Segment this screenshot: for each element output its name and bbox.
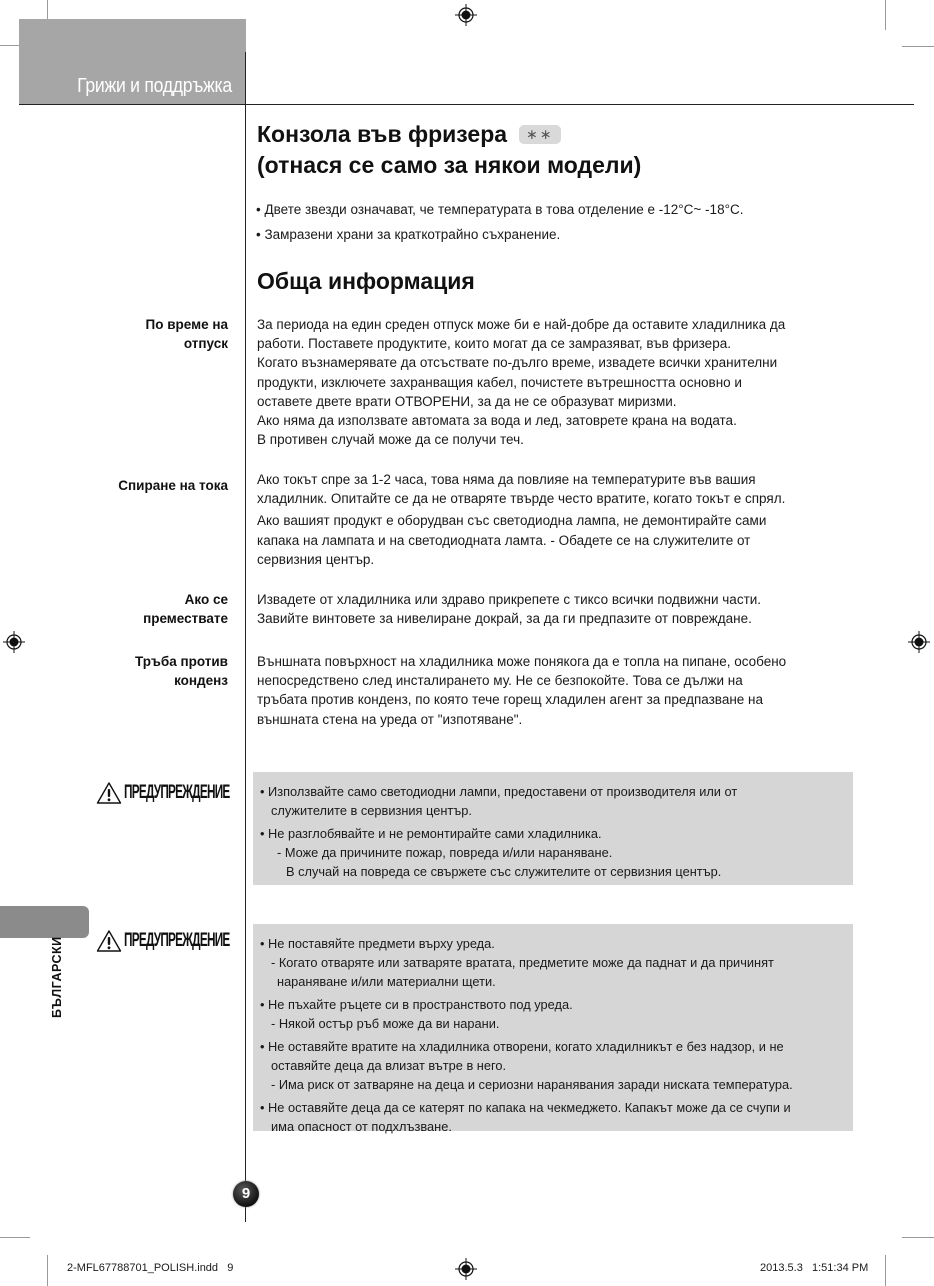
warning-triangle-icon xyxy=(96,781,122,805)
registration-mark-icon xyxy=(455,1258,477,1280)
general-info-title: Обща информация xyxy=(257,268,475,294)
page-number-badge: 9 xyxy=(233,1181,259,1207)
two-star-badge: ∗∗ xyxy=(519,125,560,144)
header-divider xyxy=(19,104,914,105)
label-anti-condensation: Тръба против конденз xyxy=(135,654,228,688)
warning-box: • Използвайте само светодиодни лампи, предоставени от производителя или от служителите в сервизния център. • Не разглобявайте и не ремонтирайте сами хладилника. - Може да причините пожар, повреда и/или нараняване. В случай на повреда се свържете със служителите от сервизния център. xyxy=(253,772,853,885)
warning-label: ПРЕДУПРЕЖДЕНИЕ xyxy=(96,928,294,954)
section-title: Грижи и поддръжка xyxy=(77,75,232,97)
freezer-console-title: Конзола във фризера ∗∗ xyxy=(257,121,561,148)
crop-mark xyxy=(902,1237,934,1238)
label-vacation: По време на отпуск xyxy=(145,317,228,351)
freezer-bullet: • Замразени храни за краткотрайно съхранение. xyxy=(256,227,561,242)
registration-mark-icon xyxy=(908,631,930,653)
registration-mark-icon xyxy=(3,631,25,653)
vacation-paragraph: За периода на един среден отпуск може би е най-добре да оставите хладилника да работи. Поставете продуктите, които могат да се замразяват, във фризера. Когато възнамерявате да отсъствате по-дълго време, извадете всички хранителни продукти, изключете захранващия кабел, почистете вътрешността основно и оставете двете врати ОТВОРЕНИ, за да не се образуват миризми. Ако няма да използвате автомата за вода и лед, затоврете крана на водата. В противен случай може да се получи теч. xyxy=(257,317,786,448)
footer-file-name: 2-MFL67788701_POLISH.indd 9 xyxy=(67,1262,234,1274)
crop-mark xyxy=(885,0,886,30)
power-outage-paragraph: Ако токът спре за 1-2 часа, това няма да повлияе на температурите във вашия хладилник. Опитайте се да не отваряте твърде често вратите, когато токът е спрял. Ако вашият продукт е оборудван със светодиодна лампа, не демонтирайте сами капака на лампата и на светодиодната ламта. - Обадете се на служителите от сервизния център. xyxy=(257,472,786,567)
registration-mark-icon xyxy=(455,4,477,26)
footer-timestamp: 2013.5.3 1:51:34 PM xyxy=(760,1262,869,1274)
crop-mark xyxy=(47,1255,48,1286)
moving-paragraph: Извадете от хладилника или здраво прикрепете с тиксо всички подвижни части. Завийте винтовете за нивелиране докрай, за да ги предпазите от повреждане. xyxy=(257,592,762,627)
warning-label: ПРЕДУПРЕЖДЕНИЕ xyxy=(96,780,294,806)
label-moving: Ако се премествате xyxy=(143,592,228,626)
crop-mark xyxy=(902,46,934,47)
freezer-console-subtitle: (отнася се само за някои модели) xyxy=(257,152,642,178)
label-power-outage: Спиране на тока xyxy=(118,478,228,493)
freezer-bullet: • Двете звезди означават, че температурата в това отделение е -12°C~ -18°C. xyxy=(256,202,744,217)
language-tab xyxy=(0,906,89,938)
anti-condensation-paragraph: Външната повърхност на хладилника може понякога да е топла на пипане, особено непосредствено след инсталирането му. Не се безпокойте. Това се дължи на тръбата против конденз, по която тече горещ хладилен агент за предпазване на външната стена на уреда от "изпотяване". xyxy=(257,654,787,727)
column-divider xyxy=(245,52,246,1222)
crop-mark xyxy=(885,1255,886,1286)
crop-mark xyxy=(0,1237,30,1238)
language-label: БЪЛГАРСКИ xyxy=(50,936,64,1018)
section-header-block xyxy=(19,19,246,104)
warning-box: • Не поставяйте предмети върху уреда. - Когато отваряте или затваряте вратата, предметите може да паднат и да причинят нараняване и/или материални щети. • Не пъхайте ръцете си в пространството под уреда. - Някой остър ръб може да ви нарани. • Не оставяйте вратите на хладилника отворени, когато хладилникът е без надзор, и не оставяйте деца да влизат вътре в него. - Има риск от затваряне на деца и сериозни наранявания заради ниската температура. • Не оставяйте деца да се катерят по капака на чекмеджето. Капакът може да се счупи и има опасност от подхлъзване. xyxy=(253,924,853,1131)
warning-triangle-icon xyxy=(96,929,122,953)
